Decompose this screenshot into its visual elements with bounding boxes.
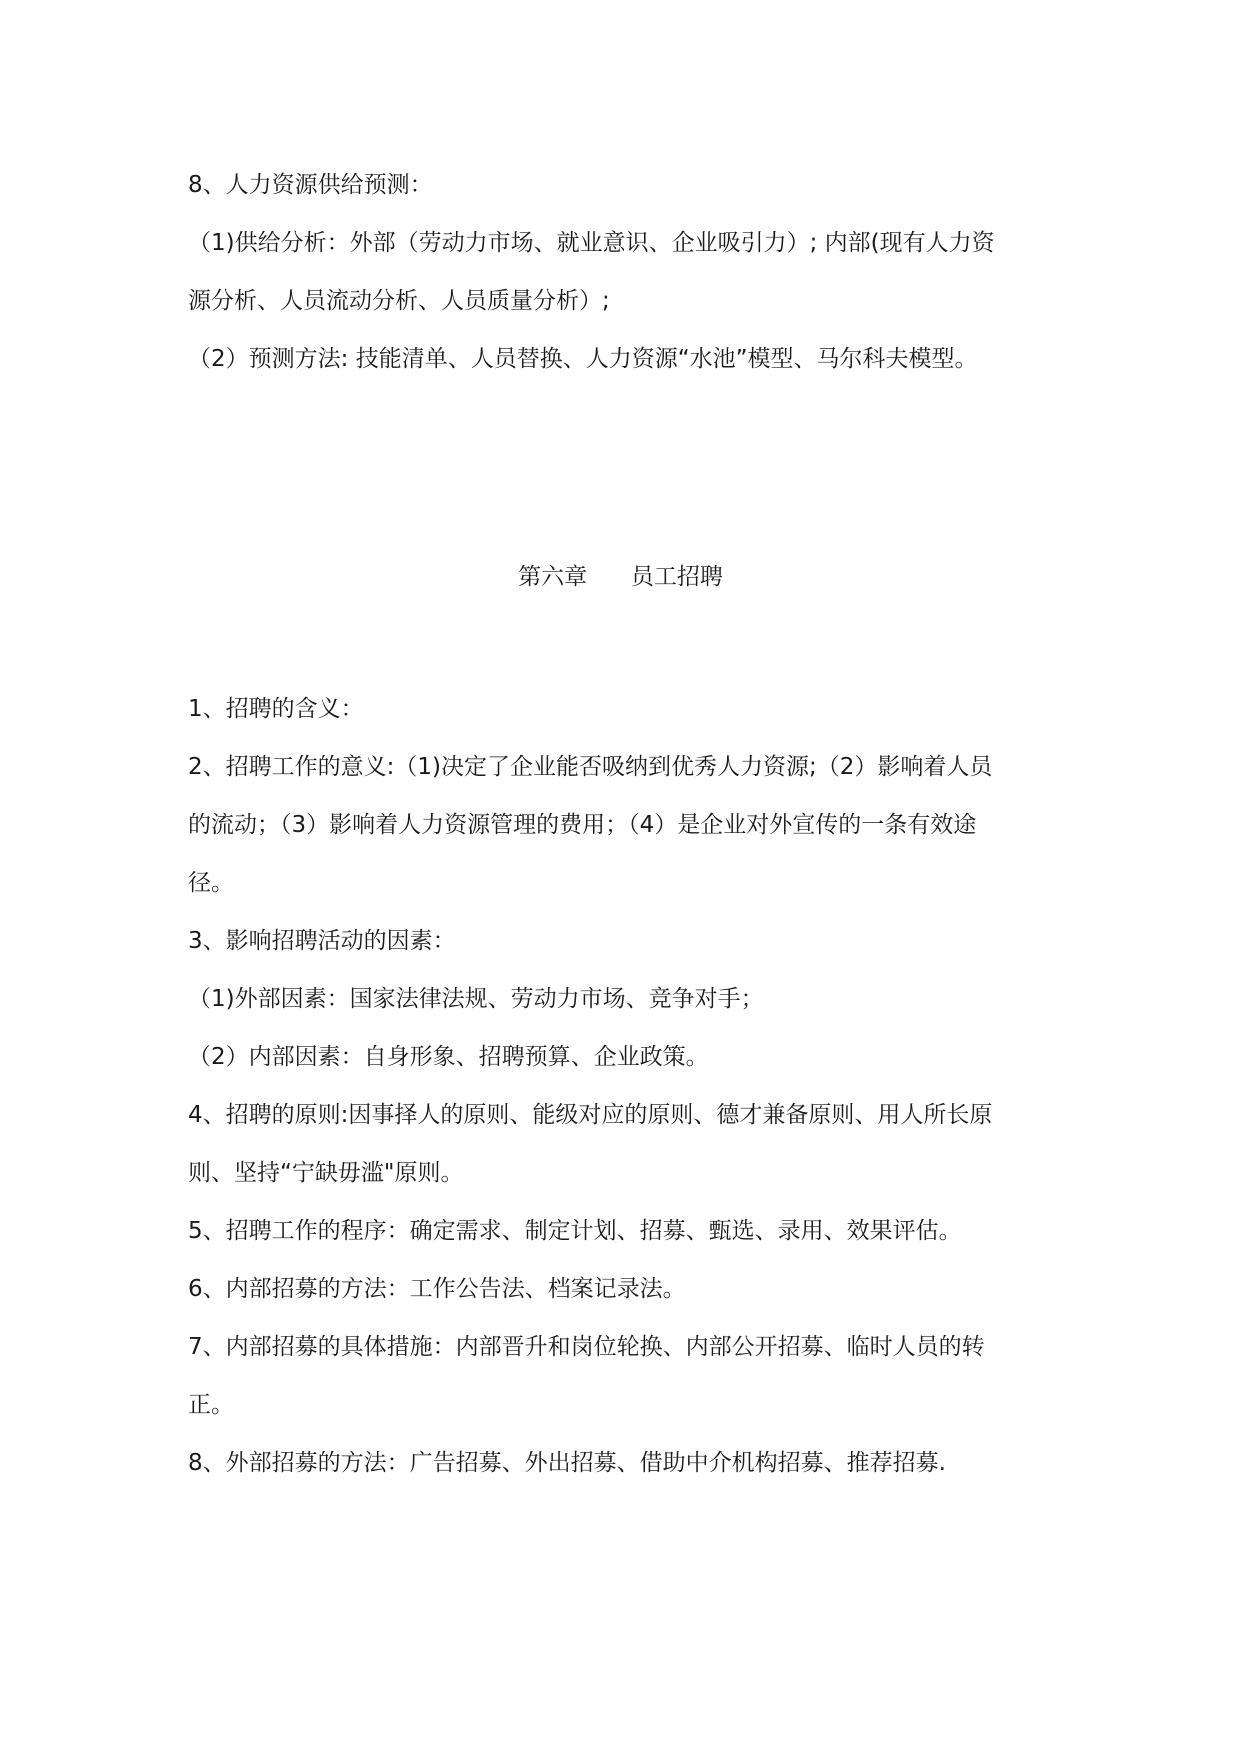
internal-recruit-measures-line-1: 7、内部招募的具体措施：内部晋升和岗位轮换、内部公开招募、临时人员的转: [188, 1334, 985, 1360]
supply-analysis-line-1: （1)供给分析：外部（劳动力市场、就业意识、企业吸引力）; 内部(现有人力资: [188, 230, 995, 256]
recruitment-significance-line-2: 的流动；（3）影响着人力资源管理的费用；（4）是企业对外宣传的一条有效途: [188, 812, 977, 838]
recruitment-significance-line-3: 径。: [188, 870, 234, 896]
forecast-methods-line: （2）预测方法: 技能清单、人员替换、人力资源“水池”模型、马尔科夫模型。: [188, 346, 978, 372]
influencing-factors-heading: 3、影响招聘活动的因素：: [188, 928, 456, 954]
chapter-title: 第六章 员工招聘: [518, 564, 723, 590]
recruitment-procedure-line: 5、招聘工作的程序：确定需求、制定计划、招募、甄选、录用、效果评估。: [188, 1218, 962, 1244]
recruitment-principles-line-1: 4、招聘的原则:因事择人的原则、能级对应的原则、德才兼备原则、用人所长原: [188, 1102, 993, 1128]
supply-forecast-heading: 8、人力资源供给预测：: [188, 172, 433, 198]
internal-factors-line: （2）内部因素：自身形象、招聘预算、企业政策。: [188, 1044, 709, 1070]
internal-recruit-methods-line: 6、内部招募的方法：工作公告法、档案记录法。: [188, 1276, 686, 1302]
internal-recruit-measures-line-2: 正。: [188, 1392, 234, 1418]
external-factors-line: （1)外部因素：国家法律法规、劳动力市场、竞争对手；: [188, 986, 764, 1012]
recruitment-meaning: 1、招聘的含义：: [188, 696, 364, 722]
supply-analysis-line-2: 源分析、人员流动分析、人员质量分析）;: [188, 288, 610, 314]
external-recruit-methods-line: 8、外部招募的方法：广告招募、外出招募、借助中介机构招募、推荐招募.: [188, 1450, 946, 1476]
recruitment-significance-line-1: 2、招聘工作的意义:（1)决定了企业能否吸纳到优秀人力资源;（2）影响着人员: [188, 754, 993, 780]
recruitment-principles-line-2: 则、坚持“宁缺毋滥"原则。: [188, 1160, 464, 1186]
